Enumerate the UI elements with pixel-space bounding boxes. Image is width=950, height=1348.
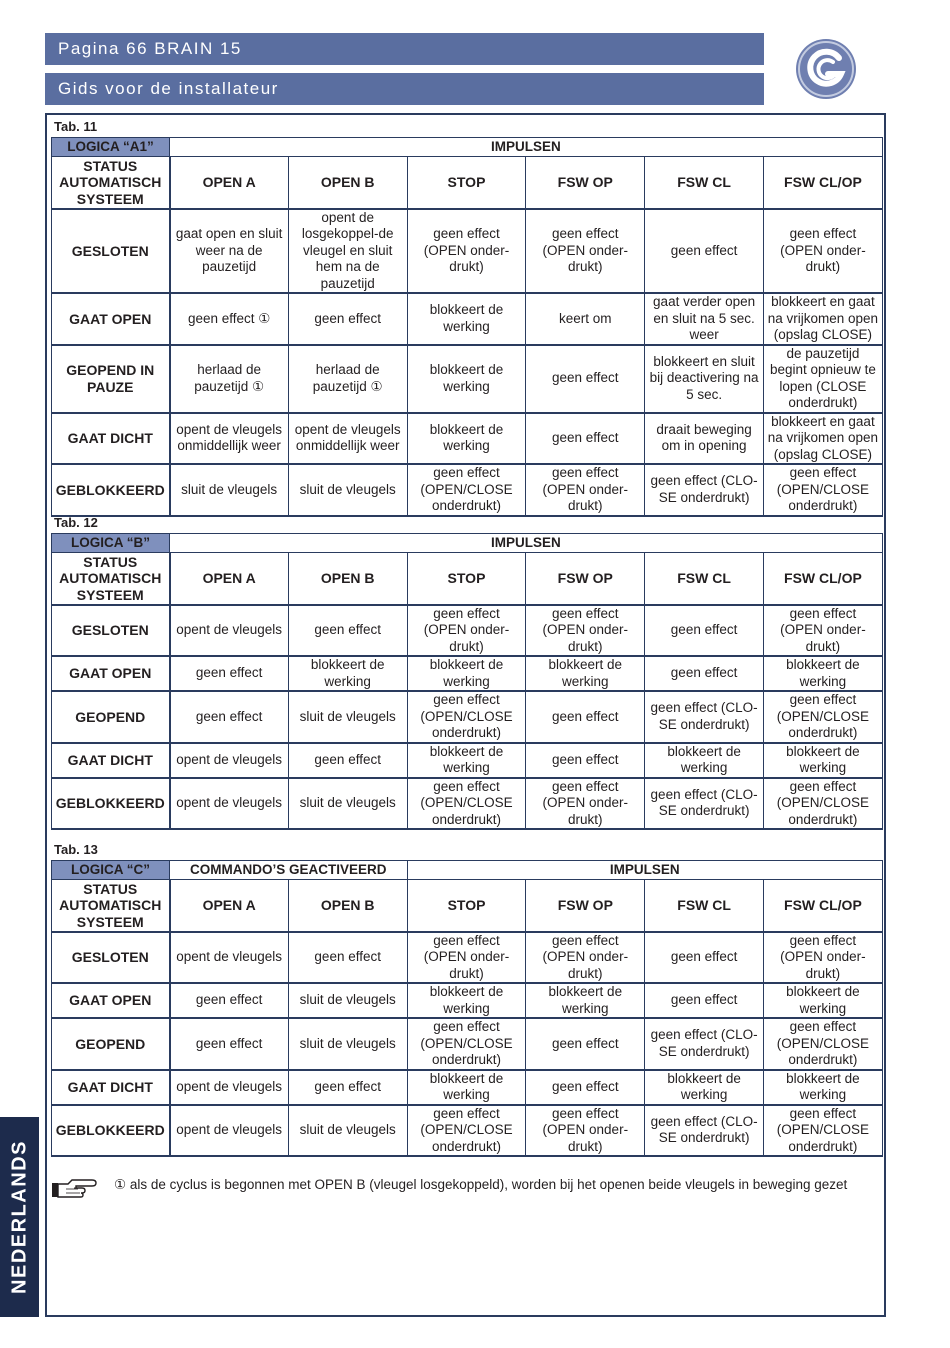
table-cell: geen effect (OPEN/CLOSE onderdrukt) [407,464,526,516]
table-cell: geen effect (OPEN/CLOSE onderdrukt) [763,778,882,830]
status-header: STATUS AUTOMATISCH SYSTEEM [52,553,170,605]
table-cell: opent de vleugels [170,1105,289,1157]
table-cell: geen effect [526,1018,645,1070]
table-cell: geen effect [526,743,645,778]
table-row [52,413,883,465]
logic-name: LOGICA “B” [52,534,170,553]
table-cell: geen effect (OPEN/CLOSE onderdrukt) [763,691,882,743]
table-cell: blokkeert de werking [407,743,526,778]
table-cell: geen effect (CLO-SE onderdrukt) [645,464,764,516]
row-state: GAAT DICHT [52,1070,170,1105]
logic-name: LOGICA “A1” [52,138,170,157]
table-cell: geen effect [170,656,289,691]
table-cell: blokkeert de werking [407,1070,526,1105]
language-tab [0,1117,39,1317]
table-cell: opent de vleugels onmiddellijk weer [288,413,407,465]
table-row [52,778,883,830]
table-cell: geen effect (OPEN onder-drukt) [526,464,645,516]
column-header: FSW CL/OP [764,880,883,932]
table-cell: sluit de vleugels [288,1018,407,1070]
table-cell: geen effect [288,932,407,984]
impulses-heading: IMPULSEN [170,138,883,157]
column-header: STOP [407,157,526,209]
table-row [52,605,883,657]
table-cell: sluit de vleugels [288,983,407,1018]
table-cell: geen effect (OPEN/CLOSE onderdrukt) [407,1018,526,1070]
column-header: FSW CL [645,880,764,932]
column-header: OPEN B [288,553,407,605]
row-state: GAAT OPEN [52,983,170,1018]
table-cell: geen effect (OPEN onder-drukt) [526,1105,645,1157]
table-cell: geen effect [645,932,764,984]
column-header: OPEN B [288,157,407,209]
row-state: GEBLOKKEERD [52,464,170,516]
table-cell: opent de vleugels [170,605,289,657]
table-cell: geen effect [526,691,645,743]
table-cell: geen effect [526,1070,645,1105]
logic-table-a1 [51,137,883,517]
table-row [52,691,883,743]
table-cell: blokkeert en gaat na vrijkomen open (opslag CLOSE) [763,413,882,465]
table-cell: geen effect (OPEN onder-drukt) [764,932,883,984]
table-cell: geen effect [288,293,407,345]
table-cell: blokkeert de werking [645,743,764,778]
row-state: GEBLOKKEERD [52,1105,170,1157]
column-header: FSW OP [526,157,645,209]
row-state: GEOPEND [52,1018,170,1070]
row-state: GAAT DICHT [52,743,170,778]
table-row [52,293,883,345]
status-header: STATUS AUTOMATISCH SYSTEEM [52,880,170,932]
row-state: GAAT OPEN [52,656,170,691]
row-state: GESLOTEN [52,605,170,657]
footnote-text: ① als de cyclus is begonnen met OPEN B (vleugel losgekoppeld), worden bij het openen beide vleugels in beweging gezet [114,1177,848,1192]
table-cell: herlaad de pauzetijd ① [170,345,289,413]
row-state: GAAT DICHT [52,413,170,465]
table-cell: opent de vleugels [170,932,289,984]
page-subtitle: Gids voor de installateur [45,73,764,105]
table-cell: keert om [526,293,645,345]
table-cell: geen effect (OPEN/CLOSE onderdrukt) [763,464,882,516]
logic-name: LOGICA “C” [52,861,170,880]
table-cell: blokkeert de werking [407,293,526,345]
column-header: STOP [407,880,526,932]
table-cell: geen effect (OPEN/CLOSE onderdrukt) [407,691,526,743]
table-cell: blokkeert de werking [526,983,645,1018]
table-cell: geen effect (OPEN onder-drukt) [526,209,645,294]
table-cell: blokkeert de werking [526,656,645,691]
logic-table-c [51,860,883,1157]
table-cell: sluit de vleugels [170,464,289,516]
table-cell: herlaad de pauzetijd ① [288,345,407,413]
column-header: FSW CL [645,553,764,605]
table-cell: gaat verder open en sluit na 5 sec. weer [645,293,764,345]
row-state: GEOPEND [52,691,170,743]
table-row [52,209,883,294]
table-cell: geen effect [645,656,764,691]
table-cell: opent de vleugels onmiddellijk weer [170,413,289,465]
table-cell: geen effect [170,691,289,743]
table-cell: geen effect (OPEN onder-drukt) [407,932,526,984]
column-header: FSW CL/OP [763,157,882,209]
table-cell: geen effect [645,605,764,657]
table-cell: geen effect (OPEN/CLOSE onderdrukt) [764,1018,883,1070]
table-cell: geen effect (CLO-SE onderdrukt) [645,1105,764,1157]
column-header: OPEN B [288,880,407,932]
table-cell: geen effect [645,209,764,294]
column-header-row [52,157,883,209]
table-cell: geen effect [170,1018,289,1070]
pointing-hand-icon [52,1177,98,1201]
table-cell: sluit de vleugels [288,464,407,516]
row-state: GAAT OPEN [52,293,170,345]
table-cell: blokkeert de werking [407,345,526,413]
logic-table-b [51,533,883,830]
table-cell: geen effect (OPEN/CLOSE onderdrukt) [407,778,526,830]
row-state: GEBLOKKEERD [52,778,170,830]
table-group-row [52,861,883,880]
table-cell: opent de vleugels [170,1070,289,1105]
table-cell: sluit de vleugels [288,778,407,830]
column-header: FSW OP [526,880,645,932]
table-row [52,464,883,516]
status-header: STATUS AUTOMATISCH SYSTEEM [52,157,170,209]
table-cell: opent de vleugels [170,743,289,778]
row-state: GESLOTEN [52,209,170,294]
table-cell: blokkeert de werking [407,983,526,1018]
row-state: GESLOTEN [52,932,170,984]
row-state: GEOPEND IN PAUZE [52,345,170,413]
table-row [52,345,883,413]
table-cell: geen effect (OPEN onder-drukt) [763,605,882,657]
column-header: FSW CL/OP [763,553,882,605]
table-cell: geen effect (OPEN/CLOSE onderdrukt) [764,1105,883,1157]
page-title: Pagina 66 BRAIN 15 [45,33,764,65]
column-header: OPEN A [170,880,289,932]
column-header: FSW OP [526,553,645,605]
column-header-row [52,880,883,932]
table-group-row [52,138,883,157]
column-header: OPEN A [170,157,289,209]
table-cell: de pauzetijd begint opnieuw te lopen (CLOSE onderdrukt) [763,345,882,413]
column-header: OPEN A [170,553,289,605]
table-group-row [52,534,883,553]
table-cell: geen effect (CLO-SE onderdrukt) [645,1018,764,1070]
table-cell: geen effect (CLO-SE onderdrukt) [645,691,764,743]
column-header: STOP [407,553,526,605]
language-label: NEDERLANDS [8,1140,30,1294]
table-cell: blokkeert de werking [764,983,883,1018]
impulses-heading: IMPULSEN [170,534,883,553]
table-row [52,656,883,691]
table-cell: geen effect [526,413,645,465]
table-label: Tab. 13 [54,842,98,857]
brand-logo-icon [795,38,857,100]
table-row [52,1018,883,1070]
table-cell: blokkeert en gaat na vrijkomen open (opslag CLOSE) [763,293,882,345]
table-cell: opent de vleugels [170,778,289,830]
table-row [52,1105,883,1157]
table-row [52,983,883,1018]
table-cell: geen effect (CLO-SE onderdrukt) [645,778,764,830]
table-cell: geen effect [288,743,407,778]
table-cell: geen effect [526,345,645,413]
table-row [52,1070,883,1105]
impulses-heading: IMPULSEN [407,861,882,880]
table-cell: blokkeert de werking [288,656,407,691]
table-cell: geen effect [288,605,407,657]
table-cell: geen effect [170,983,289,1018]
table-cell: blokkeert de werking [645,1070,764,1105]
table-cell: blokkeert de werking [407,413,526,465]
table-cell: opent de losgekoppel-de vleugel en sluit hem na de pauzetijd [288,209,407,294]
table-cell: geen effect ① [170,293,289,345]
column-header-row [52,553,883,605]
table-cell: geen effect (OPEN onder-drukt) [763,209,882,294]
table-cell: geen effect (OPEN onder-drukt) [407,209,526,294]
table-cell: blokkeert de werking [764,1070,883,1105]
table-cell: geen effect [288,1070,407,1105]
column-header: FSW CL [645,157,764,209]
table-cell: geen effect (OPEN onder-drukt) [526,605,645,657]
table-cell: blokkeert de werking [763,656,882,691]
table-cell: geen effect (OPEN onder-drukt) [407,605,526,657]
table-cell: blokkeert en sluit bij deactivering na 5 sec. [645,345,764,413]
table-label: Tab. 12 [54,515,98,530]
table-cell: sluit de vleugels [288,1105,407,1157]
table-cell: geen effect (OPEN/CLOSE onderdrukt) [407,1105,526,1157]
table-row [52,932,883,984]
table-cell: geen effect (OPEN onder-drukt) [526,932,645,984]
table-cell: sluit de vleugels [288,691,407,743]
table-cell: draait beweging om in opening [645,413,764,465]
table-cell: geen effect [645,983,764,1018]
activated-commands-heading: COMMANDO’S GEACTIVEERD [170,861,408,880]
table-cell: gaat open en sluit weer na de pauzetijd [170,209,289,294]
table-row [52,743,883,778]
table-cell: blokkeert de werking [407,656,526,691]
table-cell: geen effect (OPEN onder-drukt) [526,778,645,830]
table-cell: blokkeert de werking [763,743,882,778]
table-label: Tab. 11 [54,119,98,134]
footnote [52,1175,872,1205]
